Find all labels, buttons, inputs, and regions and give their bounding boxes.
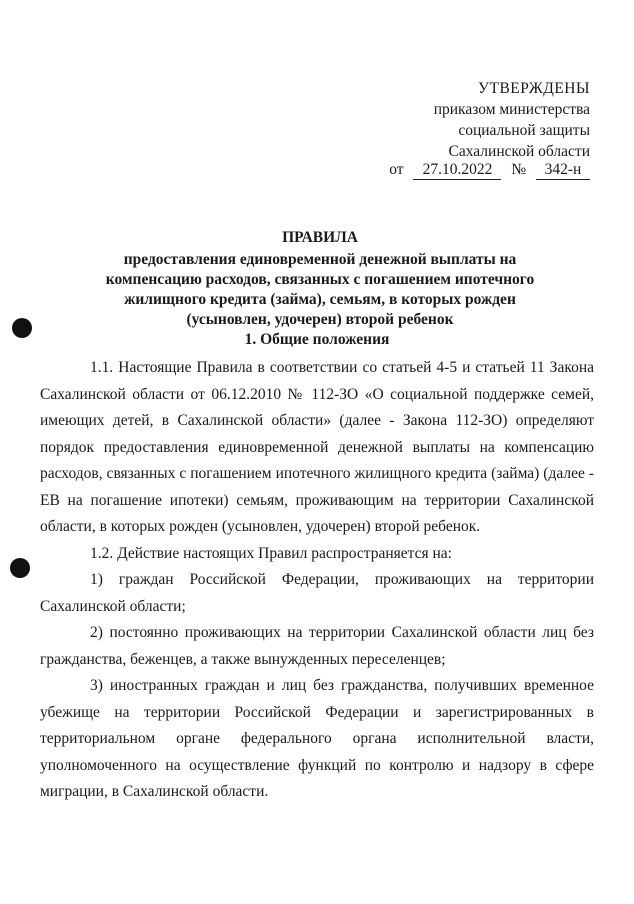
order-date: 27.10.2022 [413, 161, 501, 180]
approval-line: социальной защиты [458, 122, 590, 139]
approval-stamp [434, 78, 590, 162]
approval-line: приказом министерства [433, 101, 590, 118]
punch-hole [12, 318, 32, 338]
approval-title: УТВЕРЖДЕНЫ [478, 80, 590, 97]
approval-line: Сахалинской области [448, 143, 590, 160]
document-title [100, 228, 540, 330]
paragraph: 1.1. Настоящие Правила в соответствии со статьей 4-5 и статьей 11 Закона Сахалинской области от 06.12.2010 № 112-ЗО «О социальной поддержке семей, имеющих детей, в Сахалинской области» (далее - Закона 112-ЗО) определяют порядок предоставления единовременной денежной выплаты на компенсацию расходов, связанных с погашением ипотечного жилищного кредита (займа) (далее - ЕВ на погашение ипотеки) семьям, проживающим на территории Сахалинской области, в которых рожден (усыновлен, удочерен) второй ребенок. [40, 359, 594, 535]
order-reference [389, 161, 590, 180]
document-title-line: (усыновлен, удочерен) второй ребенок [186, 311, 454, 328]
paragraph: 2) постоянно проживающих на территории Сахалинской области лиц без гражданства, беженцев, а также вынужденных переселенцев; [40, 624, 594, 668]
document-title-line: жилищного кредита (займа), семьям, в которых рожден [124, 291, 516, 308]
section-heading: 1. Общие положения [244, 331, 390, 348]
order-from-label: от [389, 161, 404, 178]
paragraph: 1.2. Действие настоящих Правил распространяется на: [90, 544, 452, 562]
paragraph: 1) граждан Российской Федерации, проживающих на территории Сахалинской области; [40, 571, 594, 615]
document-title-line: предоставления единовременной денежной выплаты на [123, 251, 517, 268]
punch-hole [10, 558, 30, 578]
paragraph: 3) иностранных граждан и лиц без гражданства, получивших временное убежище на территории Российской Федерации и зарегистрированных в территориальном органе федерального органа исполнительной власти, уполномоченного на осуществление функций по контролю и надзору в сфере миграции, в Сахалинской области. [40, 677, 594, 800]
order-number: 342-н [536, 161, 590, 180]
document-title-main: ПРАВИЛА [282, 229, 358, 246]
document-title-line: компенсацию расходов, связанных с погашением ипотечного [105, 271, 535, 288]
section-body [40, 355, 594, 806]
order-number-sign: № [511, 161, 527, 178]
